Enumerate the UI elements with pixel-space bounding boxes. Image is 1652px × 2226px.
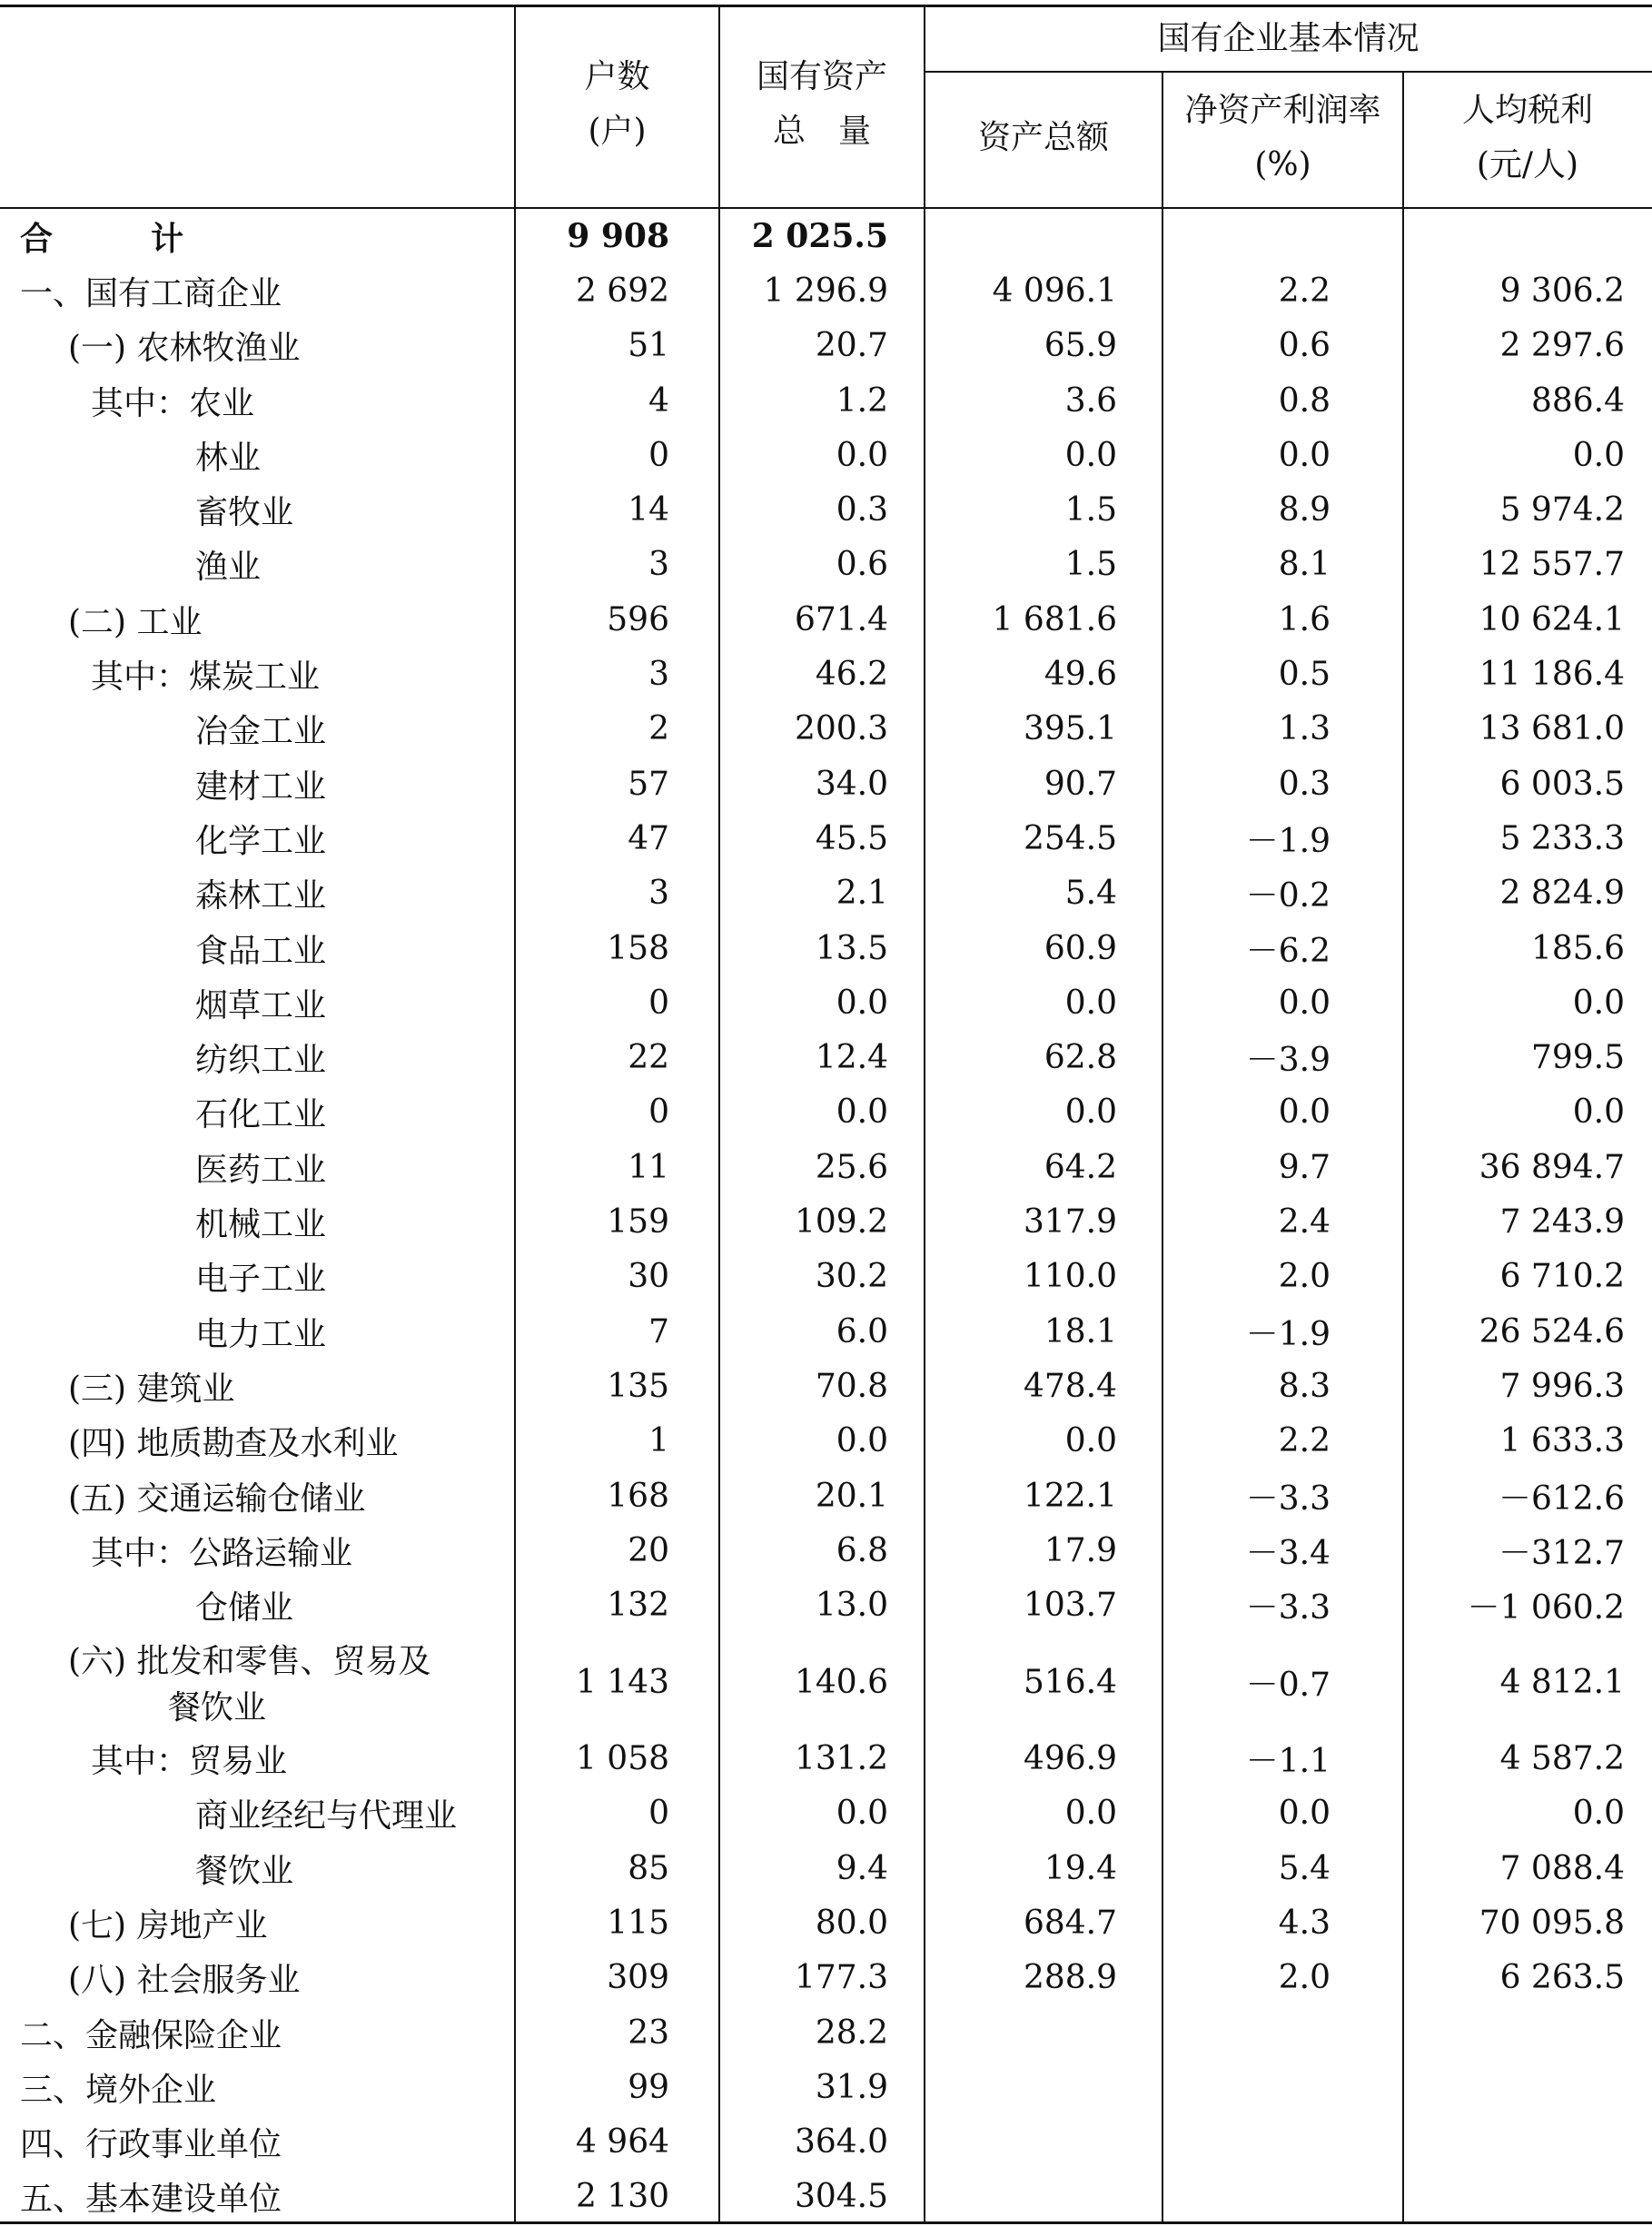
table-cell: [925, 2170, 1117, 2224]
column-rule: [514, 5, 516, 2224]
table-cell: 9.7: [1278, 1148, 1331, 1186]
row-label: 机械工业: [195, 1206, 327, 1244]
table-cell: 158: [607, 929, 669, 967]
table-cell: 395.1: [1023, 710, 1117, 748]
table-cell: 1 296.9: [763, 272, 888, 310]
row-label-line: (六) 批发和零售、贸易及: [68, 1643, 431, 1681]
table-cell: 1 143: [575, 1663, 669, 1701]
table-cell: 47: [628, 819, 669, 857]
table-cell: 132: [607, 1587, 669, 1625]
table-cell: 30.2: [815, 1258, 888, 1296]
table-cell: 5 233.3: [1499, 819, 1625, 857]
table-cell: 0.3: [1278, 765, 1331, 803]
table-cell: 17.9: [1044, 1531, 1117, 1569]
table-cell: 11 186.4: [1479, 656, 1625, 694]
table-cell: －0.7: [1245, 1666, 1331, 1704]
table-cell: 85: [628, 1849, 669, 1887]
table-cell: 26 524.6: [1479, 1312, 1625, 1350]
table-cell: 51: [628, 327, 669, 365]
row-label: 渔业: [195, 549, 262, 587]
table-cell: 110.0: [1023, 1258, 1117, 1296]
table-cell: 309: [607, 1959, 669, 1997]
row-label-line: 餐饮业: [168, 1689, 267, 1727]
table-cell: －612.6: [1498, 1479, 1625, 1518]
column-rule: [718, 5, 720, 2224]
table-cell: 2.2: [1278, 1422, 1331, 1460]
table-cell: 20.7: [815, 327, 888, 365]
row-label: (一) 农林牧渔业: [68, 330, 301, 368]
table-cell: 0.0: [1572, 436, 1625, 474]
row-label: 林业: [195, 439, 262, 477]
table-cell: [1403, 2115, 1625, 2170]
table-cell: 49.6: [1044, 656, 1117, 694]
table-cell: 0: [648, 984, 669, 1022]
table-cell: 0.8: [1278, 381, 1331, 420]
table-cell: 109.2: [794, 1203, 888, 1242]
table-cell: 115: [607, 1904, 669, 1942]
table-cell: 496.9: [1023, 1740, 1117, 1778]
table-cell: 1 681.6: [992, 600, 1117, 638]
table-cell: －3.3: [1245, 1479, 1331, 1518]
table-cell: [925, 2060, 1117, 2114]
table-cell: 177.3: [794, 1959, 888, 1997]
column-rule: [924, 5, 925, 2224]
table-cell: 103.7: [1023, 1587, 1117, 1625]
table-cell: 2.0: [1278, 1258, 1331, 1296]
table-cell: 0: [648, 1093, 669, 1132]
row-label: (四) 地质勘查及水利业: [68, 1425, 399, 1463]
table-cell: 9 306.2: [1499, 272, 1625, 310]
table-cell: 2 692: [575, 272, 669, 310]
table-cell: 596: [607, 600, 669, 638]
table-cell: 684.7: [1023, 1904, 1117, 1942]
table-cell: 7: [648, 1312, 669, 1350]
table-cell: [1162, 2170, 1331, 2224]
column-rule: [1162, 71, 1163, 2224]
table-cell: 12 557.7: [1479, 546, 1625, 584]
table-cell: 10 624.1: [1479, 600, 1625, 638]
row-label: [68, 1633, 515, 1732]
row-label: (三) 建筑业: [68, 1370, 235, 1408]
table-cell: 30: [628, 1258, 669, 1296]
table-cell: 5.4: [1064, 875, 1117, 913]
table-cell: 13.5: [815, 929, 888, 967]
row-label: 其中：农业: [91, 384, 255, 422]
table-cell: 3: [648, 546, 669, 584]
row-label: 冶金工业: [195, 713, 327, 751]
table-cell: 4 096.1: [992, 272, 1117, 310]
table-cell: 2.4: [1278, 1203, 1331, 1242]
table-cell: 0.6: [1278, 327, 1331, 365]
table-cell: 0.0: [836, 1422, 888, 1460]
table-cell: 886.4: [1530, 381, 1625, 420]
table-cell: [1162, 2005, 1331, 2060]
header-households-line-1: (户): [588, 113, 647, 150]
table-cell: 135: [607, 1367, 669, 1405]
row-label: (五) 交通运输仓储业: [68, 1479, 366, 1518]
table-cell: 0.6: [836, 546, 888, 584]
row-label: 食品工业: [195, 932, 327, 970]
table-cell: [925, 209, 1117, 263]
header-total-assets: [925, 111, 1162, 165]
table-cell: [1162, 2060, 1331, 2114]
table-cell: 11: [628, 1148, 669, 1186]
table-cell: 2 025.5: [751, 217, 888, 256]
table-cell: 1 058: [575, 1740, 669, 1778]
table-cell: 0.5: [1278, 656, 1331, 694]
table-cell: 13 681.0: [1479, 710, 1625, 748]
table-cell: 799.5: [1530, 1039, 1625, 1077]
table-cell: 131.2: [794, 1740, 888, 1778]
table-cell: 0.0: [1064, 1093, 1117, 1132]
table-cell: 2 130: [575, 2178, 669, 2216]
row-label: 医药工业: [195, 1151, 327, 1189]
row-label: 合 计: [20, 219, 184, 258]
table-cell: 0.0: [1278, 1093, 1331, 1132]
table-cell: 304.5: [794, 2178, 888, 2216]
table-cell: －3.4: [1245, 1534, 1331, 1572]
table-cell: 122.1: [1023, 1477, 1117, 1515]
table-cell: 8.3: [1278, 1367, 1331, 1405]
table-cell: 3.6: [1064, 381, 1117, 420]
table-cell: 0.0: [836, 436, 888, 474]
table-cell: 364.0: [794, 2123, 888, 2162]
table-cell: [1403, 2005, 1625, 2060]
table-cell: [1162, 2115, 1331, 2170]
table-cell: 9.4: [836, 1849, 888, 1887]
table-cell: [925, 2005, 1117, 2060]
table-cell: 6 710.2: [1499, 1258, 1625, 1296]
row-label: 仓储业: [195, 1589, 294, 1627]
table-cell: 671.4: [794, 600, 888, 638]
table-cell: 7 088.4: [1499, 1849, 1625, 1887]
table-cell: 3: [648, 656, 669, 694]
table-cell: 6.0: [836, 1312, 888, 1350]
table-cell: 62.8: [1044, 1039, 1117, 1077]
table-cell: 159: [607, 1203, 669, 1242]
table-cell: 5 974.2: [1499, 491, 1625, 529]
table-cell: －6.2: [1245, 932, 1331, 970]
table-cell: 0: [648, 1795, 669, 1833]
header-subrule: [925, 71, 1652, 73]
table-cell: 0.0: [1278, 1795, 1331, 1833]
table-cell: 14: [628, 491, 669, 529]
table-cell: －1.1: [1245, 1743, 1331, 1781]
table-cell: 1.2: [836, 381, 888, 420]
header-households: [515, 50, 719, 159]
table-cell: 254.5: [1023, 819, 1117, 857]
table-cell: 19.4: [1044, 1849, 1117, 1887]
table-cell: 13.0: [815, 1587, 888, 1625]
table-cell: 478.4: [1023, 1367, 1117, 1405]
column-rule: [1402, 71, 1404, 2224]
table-cell: 2: [648, 710, 669, 748]
table-cell: －312.7: [1498, 1534, 1625, 1572]
row-label: 烟草工业: [195, 986, 327, 1024]
table-cell: 4 812.1: [1499, 1663, 1625, 1701]
table-cell: 34.0: [815, 765, 888, 803]
table-cell: 99: [628, 2068, 669, 2106]
table-cell: －3.3: [1245, 1589, 1331, 1627]
header-roe-line-1: (%): [1254, 146, 1311, 183]
header-total-assets-line-0: 资产总额: [977, 119, 1109, 156]
table-cell: 6 263.5: [1499, 1959, 1625, 1997]
table-cell: 70 095.8: [1479, 1904, 1625, 1942]
table-cell: 0.0: [1278, 436, 1331, 474]
row-label: 其中：贸易业: [91, 1743, 288, 1781]
row-label: 森林工业: [195, 877, 327, 915]
row-label: 畜牧业: [195, 494, 294, 532]
table-cell: 80.0: [815, 1904, 888, 1942]
table-cell: 0.0: [836, 984, 888, 1022]
table-cell: 7 243.9: [1499, 1203, 1625, 1242]
table-cell: 23: [628, 2013, 669, 2052]
table-cell: －1.9: [1245, 1315, 1331, 1353]
table-cell: 317.9: [1023, 1203, 1117, 1242]
header-state-assets-line-1: 总 量: [772, 113, 871, 150]
table-cell: 31.9: [815, 2068, 888, 2106]
table-cell: 18.1: [1044, 1312, 1117, 1350]
header-state-assets-line-0: 国有资产: [756, 58, 887, 95]
header-group-title: 国有企业基本情况: [1157, 20, 1420, 57]
table-cell: 1 633.3: [1499, 1422, 1625, 1460]
header-roe-line-0: 净资产利润率: [1184, 92, 1381, 129]
row-label: 化学工业: [195, 822, 327, 860]
table-cell: 20.1: [815, 1477, 888, 1515]
table-cell: 57: [628, 765, 669, 803]
row-label: 电子工业: [195, 1261, 327, 1299]
header-bottom-rule: [0, 207, 1652, 209]
table-cell: 0.0: [836, 1795, 888, 1833]
table-cell: 12.4: [815, 1039, 888, 1077]
table-cell: 0.0: [1064, 436, 1117, 474]
table-cell: 3: [648, 875, 669, 913]
table-cell: 2.1: [836, 875, 888, 913]
table-top-rule: [0, 5, 1652, 7]
row-label: 电力工业: [195, 1315, 327, 1353]
table-cell: 45.5: [815, 819, 888, 857]
row-label: 二、金融保险企业: [20, 2016, 282, 2054]
table-cell: 20: [628, 1531, 669, 1569]
table-cell: 185.6: [1530, 929, 1625, 967]
row-label: 五、基本建设单位: [20, 2181, 282, 2219]
table-cell: 1.5: [1064, 546, 1117, 584]
table-cell: 7 996.3: [1499, 1367, 1625, 1405]
table-cell: 516.4: [1023, 1663, 1117, 1701]
table-cell: 140.6: [794, 1663, 888, 1701]
table-cell: 65.9: [1044, 327, 1117, 365]
table-cell: 200.3: [794, 710, 888, 748]
table-cell: 70.8: [815, 1367, 888, 1405]
table-cell: 2 824.9: [1499, 875, 1625, 913]
table-cell: 9 908: [567, 217, 669, 256]
table-cell: [1403, 209, 1625, 263]
table-bottom-rule: [0, 2221, 1652, 2224]
table-cell: 0.0: [1064, 1422, 1117, 1460]
table-cell: 22: [628, 1039, 669, 1077]
table-cell: 2.2: [1278, 272, 1331, 310]
row-label: 餐饮业: [195, 1852, 294, 1890]
table-cell: 1.5: [1064, 491, 1117, 529]
table-cell: 2 297.6: [1499, 327, 1625, 365]
header-tax-per-capita-line-1: (元/人): [1476, 146, 1579, 183]
table-cell: －1.9: [1245, 822, 1331, 860]
table-cell: 5.4: [1278, 1849, 1331, 1887]
header-households-line-0: 户数: [584, 58, 650, 95]
table-cell: 1: [648, 1422, 669, 1460]
table-cell: －0.2: [1245, 877, 1331, 915]
table-cell: 0.0: [836, 1093, 888, 1132]
row-label: 其中：煤炭工业: [91, 658, 321, 697]
table-cell: 4 964: [575, 2123, 669, 2162]
table-cell: [1403, 2060, 1625, 2114]
table-cell: 8.9: [1278, 491, 1331, 529]
header-state-assets: [719, 50, 925, 159]
table-cell: 64.2: [1044, 1148, 1117, 1186]
table-cell: 1.6: [1278, 600, 1331, 638]
table-cell: 0.0: [1572, 1093, 1625, 1132]
table-cell: 60.9: [1044, 929, 1117, 967]
row-label: (七) 房地产业: [68, 1906, 268, 1944]
table-cell: 36 894.7: [1479, 1148, 1625, 1186]
table-cell: 25.6: [815, 1148, 888, 1186]
table-cell: －1 060.2: [1467, 1589, 1625, 1627]
table-cell: [1162, 209, 1331, 263]
table-cell: 0.0: [1572, 1795, 1625, 1833]
table-cell: 0.3: [836, 491, 888, 529]
table-cell: 6.8: [836, 1531, 888, 1569]
table-cell: [1403, 2170, 1625, 2224]
table-cell: 0: [648, 436, 669, 474]
table-cell: 4: [648, 381, 669, 420]
row-label: 石化工业: [195, 1096, 327, 1134]
table-cell: 46.2: [815, 656, 888, 694]
table-cell: 288.9: [1023, 1959, 1117, 1997]
header-tax-per-capita-line-0: 人均税利: [1461, 92, 1593, 129]
row-label: 纺织工业: [195, 1042, 327, 1080]
table-cell: 0.0: [1278, 984, 1331, 1022]
table-cell: －3.9: [1245, 1042, 1331, 1080]
table-cell: 2.0: [1278, 1959, 1331, 1997]
row-label: 商业经纪与代理业: [195, 1797, 458, 1835]
row-label: 三、境外企业: [20, 2071, 217, 2109]
row-label: (八) 社会服务业: [68, 1962, 301, 2000]
header-roe: [1162, 84, 1403, 193]
row-label: (二) 工业: [68, 603, 203, 641]
header-tax-per-capita: [1403, 84, 1652, 193]
row-label: 建材工业: [195, 767, 327, 806]
table-cell: 4 587.2: [1499, 1740, 1625, 1778]
table-cell: 4.3: [1278, 1904, 1331, 1942]
table-cell: 168: [607, 1477, 669, 1515]
row-label: 四、行政事业单位: [20, 2126, 282, 2164]
row-label: 一、国有工商企业: [20, 274, 282, 312]
table-cell: 0.0: [1064, 984, 1117, 1022]
table-cell: 90.7: [1044, 765, 1117, 803]
table-cell: 0.0: [1572, 984, 1625, 1022]
table-cell: 0.0: [1064, 1795, 1117, 1833]
table-cell: 6 003.5: [1499, 765, 1625, 803]
row-label: 其中：公路运输业: [91, 1534, 353, 1572]
table-cell: [925, 2115, 1117, 2170]
table-cell: 8.1: [1278, 546, 1331, 584]
table-cell: 1.3: [1278, 710, 1331, 748]
table-cell: 28.2: [815, 2013, 888, 2052]
